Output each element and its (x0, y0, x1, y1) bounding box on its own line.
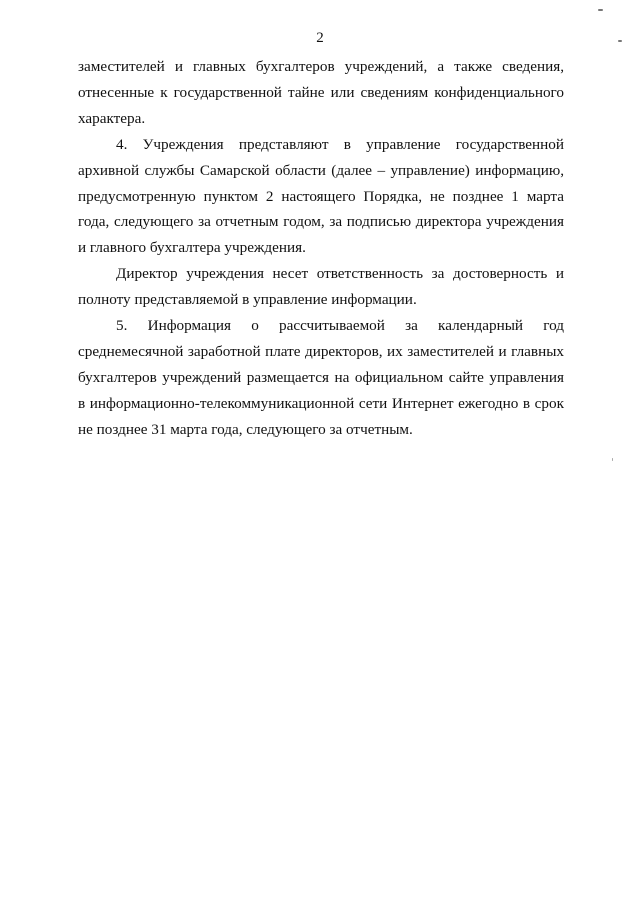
paragraph-continuation: заместителей и главных бухгалтеров учреждений, а также сведения, отнесенные к государственной тайне или сведениям конфиденциального характера. (78, 58, 564, 127)
scan-artifact-middle (612, 458, 613, 461)
scan-artifact-top (598, 9, 603, 11)
paragraph-item-4: 4. Учреждения представляют в управление государственной архивной службы Самарской области (далее – управление) информацию, предусмотренную пунктом 2 настоящего Порядка, не позднее 1 марта года, следующего за отчетным годом, за подписью директора учреждения и главного бухгалтера учреждения. (78, 135, 564, 257)
scan-artifact-right (618, 40, 622, 42)
page-number: 2 (316, 30, 324, 46)
paragraph-responsibility: Директор учреждения несет ответственность за достоверность и полноту представляемой в управление информации. (78, 265, 564, 309)
document-body (78, 54, 564, 443)
paragraph-item-5: 5. Информация о рассчитываемой за календарный год среднемесячной заработной плате директоров, их заместителей и главных бухгалтеров учреждений размещается на официальном сайте управления в информационно-телекоммуникационной сети Интернет ежегодно в срок не позднее 31 марта года, следующего за отчетным. (78, 317, 564, 438)
